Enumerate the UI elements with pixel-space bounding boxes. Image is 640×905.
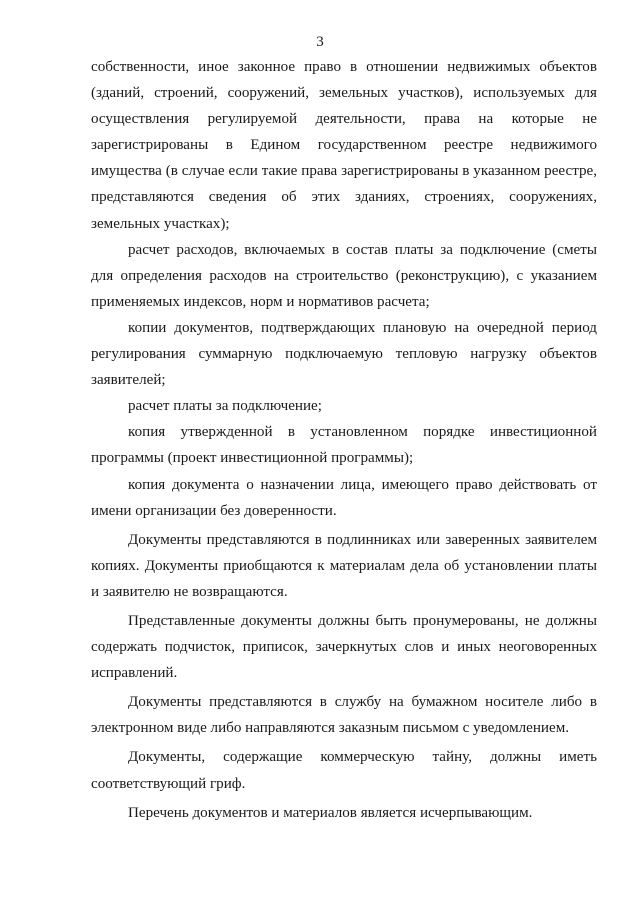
paragraph-1: собственности, иное законное право в отношении недвижимых объектов (зданий, строений, сооружений, земельных участков), используемых для осуществления регулируемой деятельности, права на которые не зарегистрированы в Едином государственном реестре недвижимого имущества (в случае если такие права зарегистрированы в указанном реестре, представляются сведения об этих зданиях, строениях, сооружениях, земельных участках);	[91, 59, 597, 232]
paragraph-10: Документы, содержащие коммерческую тайну, должны иметь соответствующий гриф.	[91, 749, 597, 792]
paragraph-7: Документы представляются в подлинниках или заверенных заявителем копиях. Документы приобщаются к материалам дела об установлении платы и заявителю не возвращаются.	[91, 531, 597, 600]
paragraph-6: копия документа о назначении лица, имеющего право действовать от имени организации без доверенности.	[91, 476, 597, 519]
paragraph-9: Документы представляются в службу на бумажном носителе либо в электронном виде либо направляются заказным письмом с уведомлением.	[91, 694, 597, 737]
paragraph-11: Перечень документов и материалов является исчерпывающим.	[128, 804, 533, 821]
page-number: 3	[316, 34, 324, 50]
paragraph-3: копии документов, подтверждающих плановую на очередной период регулирования суммарную подключаемую тепловую нагрузку объектов заявителей;	[91, 319, 597, 389]
paragraph-4: расчет платы за подключение;	[128, 398, 322, 415]
paragraph-5: копия утвержденной в установленном порядке инвестиционной программы (проект инвестиционной программы);	[91, 424, 597, 467]
document-body	[91, 54, 597, 826]
paragraph-8: Представленные документы должны быть пронумерованы, не должны содержать подчисток, приписок, зачеркнутых слов и иных неоговоренных исправлений.	[91, 612, 597, 682]
paragraph-2: расчет расходов, включаемых в состав платы за подключение (сметы для определения расходов на строительство (реконструкцию), с указанием применяемых индексов, норм и нормативов расчета;	[91, 241, 597, 310]
